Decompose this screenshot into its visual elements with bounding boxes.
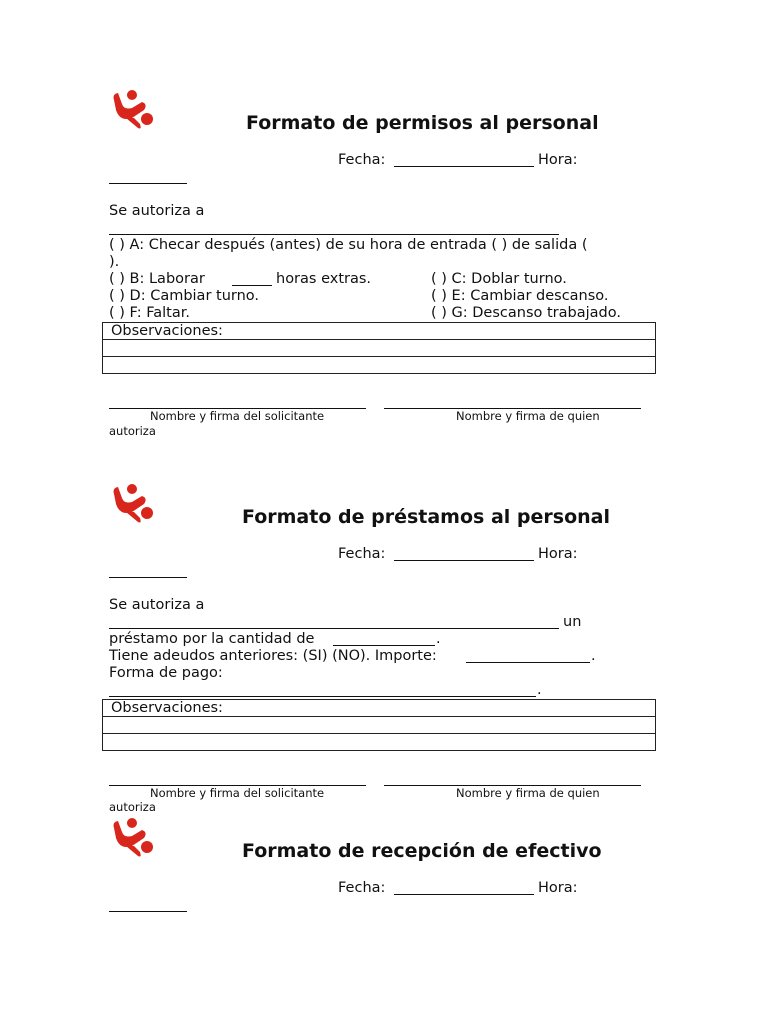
autoriza-name-field[interactable]: [109, 628, 559, 629]
firma-solicitante-label: Nombre y firma del solicitante: [150, 409, 325, 423]
observaciones-table: [102, 322, 656, 374]
option-b-suffix: horas extras.: [276, 271, 372, 287]
observaciones-row[interactable]: [103, 734, 656, 751]
section-title-prestamos: Formato de préstamos al personal: [242, 506, 610, 528]
fecha-field[interactable]: [394, 894, 534, 895]
fecha-label: Fecha:: [338, 546, 386, 562]
forma-pago-label: Forma de pago:: [109, 665, 223, 681]
option-b[interactable]: ( ) B: Laborar: [109, 271, 205, 287]
observaciones-label: Observaciones:: [103, 700, 656, 717]
observaciones-row[interactable]: [103, 357, 656, 374]
un-label: un: [563, 614, 582, 630]
fecha-field[interactable]: [394, 166, 534, 167]
cantidad-label: préstamo por la cantidad de: [109, 631, 315, 647]
firma-quien-label: Nombre y firma de quien: [456, 786, 600, 800]
hora-field[interactable]: [109, 183, 187, 184]
forma-pago-field[interactable]: [109, 696, 536, 697]
firma-autoriza-label: autoriza: [109, 424, 156, 438]
firma-solicitante-label: Nombre y firma del solicitante: [150, 786, 325, 800]
observaciones-label: Observaciones:: [103, 323, 656, 340]
horas-extras-field[interactable]: [232, 285, 272, 286]
section-title-permisos: Formato de permisos al personal: [246, 112, 599, 134]
autoriza-label: Se autoriza a: [109, 597, 205, 613]
observaciones-table: [102, 699, 656, 751]
option-a-end: ).: [109, 254, 120, 270]
section-title-efectivo: Formato de recepción de efectivo: [242, 840, 602, 862]
firma-autoriza-label: autoriza: [109, 800, 156, 814]
period: .: [537, 682, 542, 698]
observaciones-row[interactable]: [103, 340, 656, 357]
period: .: [591, 648, 596, 664]
company-logo: [108, 816, 158, 860]
importe-field[interactable]: [466, 662, 590, 663]
option-e[interactable]: ( ) E: Cambiar descanso.: [431, 288, 609, 304]
fecha-label: Fecha:: [338, 152, 386, 168]
option-d[interactable]: ( ) D: Cambiar turno.: [109, 288, 260, 304]
observaciones-row[interactable]: [103, 717, 656, 734]
fecha-label: Fecha:: [338, 880, 386, 896]
fecha-field[interactable]: [394, 560, 534, 561]
option-a[interactable]: ( ) A: Checar después (antes) de su hora de entrada ( ) de salida (: [109, 237, 588, 253]
hora-field[interactable]: [109, 911, 187, 912]
hora-field[interactable]: [109, 577, 187, 578]
firma-quien-label: Nombre y firma de quien: [456, 409, 600, 423]
cantidad-field[interactable]: [333, 645, 435, 646]
hora-label: Hora:: [538, 880, 578, 896]
autoriza-name-field[interactable]: [109, 234, 559, 235]
company-logo: [108, 88, 158, 132]
company-logo: [108, 482, 158, 526]
adeudos-label: Tiene adeudos anteriores: (SI) (NO). Importe:: [109, 648, 437, 664]
option-c[interactable]: ( ) C: Doblar turno.: [431, 271, 567, 287]
option-f[interactable]: ( ) F: Faltar.: [109, 305, 190, 321]
option-g[interactable]: ( ) G: Descanso trabajado.: [431, 305, 621, 321]
autoriza-label: Se autoriza a: [109, 203, 205, 219]
hora-label: Hora:: [538, 152, 578, 168]
period: .: [436, 631, 441, 647]
hora-label: Hora:: [538, 546, 578, 562]
